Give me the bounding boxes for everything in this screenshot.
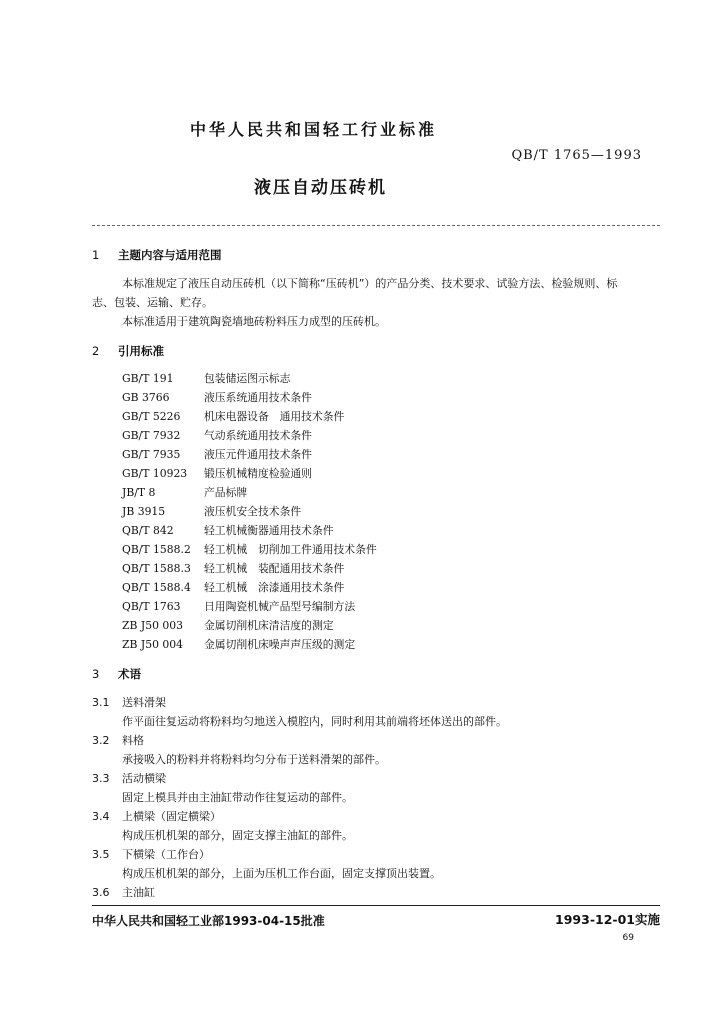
term-entry (92, 770, 507, 808)
term-number: 3.5 (92, 848, 110, 861)
scope-paragraph-line-2: 志、包装、运输、贮存。 (92, 296, 213, 309)
reference-name: 锻压机械精度检验通则 (204, 467, 312, 480)
footer-divider (92, 905, 660, 906)
reference-item (122, 523, 377, 542)
reference-code: GB 3766 (122, 391, 170, 404)
reference-item (122, 390, 377, 409)
reference-name: 轻工机械 涂漆通用技术条件 (204, 581, 345, 594)
term-name: 料格 (122, 734, 144, 747)
term-name: 上横梁（固定横梁） (122, 810, 221, 823)
reference-code: ZB J50 004 (122, 638, 183, 651)
reference-item (122, 561, 377, 580)
reference-item (122, 447, 377, 466)
reference-code: GB/T 7932 (122, 429, 181, 442)
section-number: 3 (92, 667, 100, 681)
reference-item (122, 428, 377, 447)
reference-name: 液压系统通用技术条件 (204, 391, 312, 404)
term-definition: 构成压机机架的部分，上面为压机工作台面，固定支撑顶出装置。 (122, 867, 441, 880)
reference-name: 轻工机械衡器通用技术条件 (204, 524, 334, 537)
terms-list (92, 694, 507, 903)
reference-name: 金属切削机床清洁度的测定 (204, 619, 334, 632)
reference-code: QB/T 1588.4 (122, 581, 191, 594)
term-entry (92, 884, 507, 903)
reference-code: QB/T 842 (122, 524, 174, 537)
reference-item (122, 618, 377, 637)
reference-code: GB/T 5226 (122, 410, 181, 423)
reference-code: QB/T 1588.2 (122, 543, 191, 556)
term-name: 主油缸 (122, 886, 155, 899)
page-number: 69 (622, 933, 634, 943)
reference-name: 轻工机械 切削加工件通用技术条件 (204, 543, 377, 556)
reference-item (122, 409, 377, 428)
reference-code: GB/T 191 (122, 372, 174, 385)
reference-code: QB/T 1763 (122, 600, 181, 613)
reference-name: 机床电器设备 通用技术条件 (204, 410, 345, 423)
reference-name: 日用陶瓷机械产品型号编制方法 (204, 600, 356, 613)
reference-item (122, 371, 377, 390)
scope-paragraph-2: 本标准适用于建筑陶瓷墙地砖粉料压力成型的压砖机。 (122, 315, 386, 328)
reference-name: 液压元件通用技术条件 (204, 448, 312, 461)
term-definition: 固定上模具并由主油缸带动作往复运动的部件。 (122, 791, 353, 804)
reference-list (122, 371, 377, 656)
section-title: 主题内容与适用范围 (118, 248, 222, 262)
reference-item (122, 504, 377, 523)
term-name: 送料滑架 (122, 696, 166, 709)
term-number: 3.6 (92, 886, 110, 899)
reference-item (122, 485, 377, 504)
section-title: 术语 (118, 667, 141, 681)
reference-name: 金属切削机床噪声声压级的测定 (204, 638, 356, 651)
section-title: 引用标准 (118, 344, 164, 358)
term-entry (92, 846, 507, 884)
reference-name: 轻工机械 装配通用技术条件 (204, 562, 345, 575)
reference-item (122, 599, 377, 618)
section-number: 2 (92, 344, 100, 358)
term-definition: 构成压机机架的部分，固定支撑主油缸的部件。 (122, 829, 353, 842)
reference-code: GB/T 7935 (122, 448, 181, 461)
issuing-organization: 中华人民共和国轻工行业标准 (190, 120, 438, 139)
term-entry (92, 732, 507, 770)
reference-code: JB 3915 (122, 505, 166, 518)
term-number: 3.2 (92, 734, 110, 747)
section-3-heading (92, 666, 141, 682)
term-entry (92, 808, 507, 846)
term-entry (92, 694, 507, 732)
reference-item (122, 637, 377, 656)
reference-code: GB/T 10923 (122, 467, 188, 480)
reference-name: 液压机安全技术条件 (204, 505, 302, 518)
section-2-heading (92, 343, 164, 359)
term-name: 活动横梁 (122, 772, 166, 785)
header-divider (92, 225, 660, 226)
scope-paragraph-line-1: 本标准规定了液压自动压砖机（以下简称“压砖机”）的产品分类、技术要求、试验方法、检验规则、标 (122, 277, 618, 290)
implementation-date: 1993-12-01实施 (555, 912, 660, 927)
reference-code: QB/T 1588.3 (122, 562, 191, 575)
reference-item (122, 580, 377, 599)
term-name: 下横梁（工作台） (122, 848, 210, 861)
term-definition: 承接吸入的粉料并将粉料均匀分布于送料滑架的部件。 (122, 753, 386, 766)
reference-item (122, 542, 377, 561)
term-number: 3.1 (92, 696, 110, 709)
term-number: 3.3 (92, 772, 110, 785)
term-number: 3.4 (92, 810, 110, 823)
term-definition: 作平面往复运动将粉料均匀地送入模腔内，同时利用其前端将坯体送出的部件。 (122, 715, 507, 728)
reference-name: 气动系统通用技术条件 (204, 429, 312, 442)
approval-line: 中华人民共和国轻工业部1993-04-15批准 (92, 914, 325, 928)
section-1-heading (92, 247, 222, 263)
section-number: 1 (92, 248, 100, 262)
reference-name: 产品标牌 (204, 486, 248, 499)
reference-code: JB/T 8 (122, 486, 156, 499)
reference-code: ZB J50 003 (122, 619, 183, 632)
standard-code: QB/T 1765—1993 (511, 148, 642, 163)
reference-name: 包装储运图示标志 (204, 372, 291, 385)
reference-item (122, 466, 377, 485)
document-title: 液压自动压砖机 (254, 178, 387, 198)
